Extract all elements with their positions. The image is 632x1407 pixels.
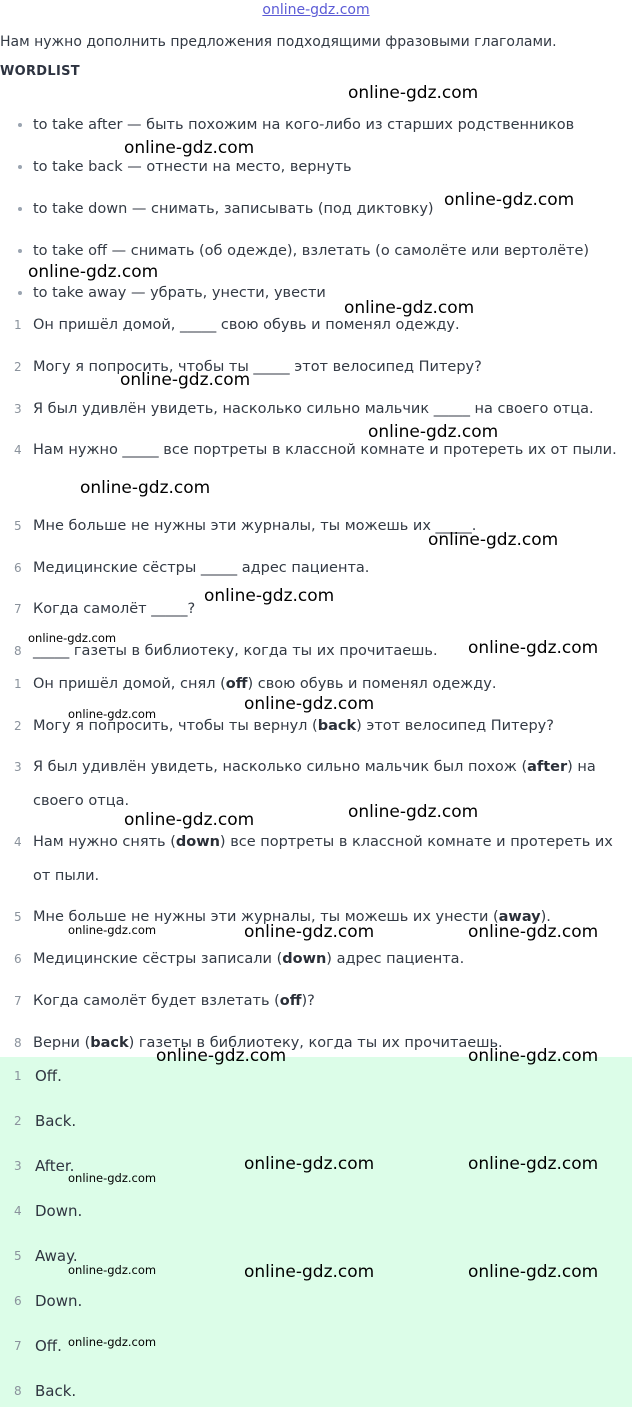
exercise-text: Мне больше не нужны эти журналы, ты можешь их _____. xyxy=(33,518,477,534)
exercise-text: Когда самолёт _____? xyxy=(33,601,196,617)
answer-text: After. xyxy=(35,1157,75,1175)
watermark: online-gdz.com xyxy=(68,1335,157,1349)
solution-text-after: ). xyxy=(540,909,551,925)
watermark: online-gdz.com xyxy=(468,1046,599,1066)
watermark: online-gdz.com xyxy=(244,922,375,942)
exercise-text: Могу я попросить, чтобы ты _____ этот велосипед Питеру? xyxy=(33,359,482,375)
watermark: online-gdz.com xyxy=(344,298,475,318)
wordlist-title: WORDLIST xyxy=(0,64,80,79)
watermark: online-gdz.com xyxy=(124,138,255,158)
answer-word: off xyxy=(279,993,302,1009)
solution-text-after: ) газеты в библиотеку, когда ты их прочитаешь. xyxy=(128,1035,503,1051)
watermark: online-gdz.com xyxy=(156,1046,287,1066)
item-number: 6 xyxy=(14,561,22,575)
item-number: 8 xyxy=(14,1384,22,1398)
bullet-icon xyxy=(18,291,22,295)
solution-text-after: ) на своего отца. xyxy=(33,759,596,809)
answer-word: back xyxy=(90,1035,129,1051)
exercise-text: Я был удивлён увидеть, насколько сильно мальчик _____ на своего отца. xyxy=(33,401,594,417)
watermark: online-gdz.com xyxy=(428,530,559,550)
solution-text-after: ) все портреты в классной комнате и протереть их от пыли. xyxy=(33,834,613,884)
bullet-icon xyxy=(18,207,22,211)
answer-text: Back. xyxy=(35,1112,77,1130)
bullet-icon xyxy=(18,123,22,127)
watermark: online-gdz.com xyxy=(348,83,479,103)
answer-text: Away. xyxy=(35,1247,78,1265)
watermark: online-gdz.com xyxy=(244,1262,375,1282)
answer-word: back xyxy=(317,718,357,734)
answer-text: Down. xyxy=(35,1292,83,1310)
answers-panel xyxy=(0,1057,632,1407)
solution-text-after: )? xyxy=(301,993,315,1009)
item-number: 4 xyxy=(14,443,22,457)
answer-word: away xyxy=(498,909,541,925)
solution-text xyxy=(33,984,630,1018)
solution-text xyxy=(33,942,630,976)
watermark: online-gdz.com xyxy=(468,922,599,942)
task-intro: Нам нужно дополнить предложения подходящими фразовыми глаголами. xyxy=(0,34,557,50)
watermark: online-gdz.com xyxy=(68,923,157,937)
watermark: online-gdz.com xyxy=(468,638,599,658)
watermark: online-gdz.com xyxy=(348,802,479,822)
item-number: 3 xyxy=(14,760,22,774)
answer-word: after xyxy=(527,759,568,775)
answer-word: down xyxy=(282,951,327,967)
solution-text-before: Когда самолёт будет взлетать ( xyxy=(33,993,280,1009)
item-number: 2 xyxy=(14,1114,22,1128)
wordlist-item-text: to take away — убрать, унести, увести xyxy=(33,285,326,301)
watermark: online-gdz.com xyxy=(68,1171,157,1185)
answer-word: down xyxy=(175,834,220,850)
wordlist-item-text: to take off — снимать (об одежде), взлетать (о самолёте или вертолёте) xyxy=(33,243,590,259)
answer-text: Off. xyxy=(35,1337,62,1355)
watermark: online-gdz.com xyxy=(120,370,251,390)
watermark: online-gdz.com xyxy=(444,190,575,210)
bullet-icon xyxy=(18,165,22,169)
watermark: online-gdz.com xyxy=(124,810,255,830)
wordlist-item-text: to take down — снимать, записывать (под диктовку) xyxy=(33,201,434,217)
item-number: 8 xyxy=(14,644,22,658)
watermark: online-gdz.com xyxy=(468,1262,599,1282)
solution-text-after: ) адрес пациента. xyxy=(326,951,465,967)
solution-text xyxy=(33,825,630,893)
item-number: 4 xyxy=(14,835,22,849)
watermark: online-gdz.com xyxy=(28,262,159,282)
item-number: 7 xyxy=(14,994,22,1008)
item-number: 1 xyxy=(14,1069,22,1083)
item-number: 8 xyxy=(14,1036,22,1050)
watermark: online-gdz.com xyxy=(68,1263,157,1277)
solution-text-before: Медицинские сёстры записали ( xyxy=(33,951,283,967)
exercise-text: Медицинские сёстры _____ адрес пациента. xyxy=(33,560,370,576)
solution-text-before: Мне больше не нужны эти журналы, ты можешь их унести ( xyxy=(33,909,499,925)
item-number: 3 xyxy=(14,1159,22,1173)
exercise-text: Нам нужно _____ все портреты в классной комнате и протереть их от пыли. xyxy=(33,442,617,458)
exercise-text: Он пришёл домой, _____ свою обувь и поменял одежду. xyxy=(33,317,460,333)
item-number: 2 xyxy=(14,719,22,733)
item-number: 6 xyxy=(14,952,22,966)
solution-text-before: Могу я попросить, чтобы ты вернул ( xyxy=(33,718,318,734)
item-number: 4 xyxy=(14,1204,22,1218)
answer-text: Off. xyxy=(35,1067,62,1085)
wordlist-item-text: to take back — отнести на место, вернуть xyxy=(33,159,352,175)
solution-text xyxy=(33,750,630,818)
item-number: 6 xyxy=(14,1294,22,1308)
item-number: 5 xyxy=(14,519,22,533)
site-link[interactable]: online-gdz.com xyxy=(262,2,370,18)
solution-text-after: ) свою обувь и поменял одежду. xyxy=(247,676,497,692)
bullet-icon xyxy=(18,249,22,253)
item-number: 3 xyxy=(14,402,22,416)
solution-text-before: Верни ( xyxy=(33,1035,91,1051)
item-number: 1 xyxy=(14,318,22,332)
watermark: online-gdz.com xyxy=(244,1154,375,1174)
answer-text: Back. xyxy=(35,1382,77,1400)
item-number: 2 xyxy=(14,360,22,374)
solution-text-before: Нам нужно снять ( xyxy=(33,834,176,850)
item-number: 7 xyxy=(14,602,22,616)
item-number: 7 xyxy=(14,1339,22,1353)
answer-word: off xyxy=(225,676,248,692)
watermark: online-gdz.com xyxy=(204,586,335,606)
watermark: online-gdz.com xyxy=(28,631,117,645)
item-number: 5 xyxy=(14,1249,22,1263)
exercise-text: _____ газеты в библиотеку, когда ты их прочитаешь. xyxy=(33,643,438,659)
watermark: online-gdz.com xyxy=(468,1154,599,1174)
item-number: 1 xyxy=(14,677,22,691)
solution-text-after: ) этот велосипед Питеру? xyxy=(356,718,554,734)
watermark: online-gdz.com xyxy=(244,694,375,714)
wordlist-item-text: to take after — быть похожим на кого-либо из старших родственников xyxy=(33,117,575,133)
solution-text-before: Он пришёл домой, снял ( xyxy=(33,676,226,692)
watermark: online-gdz.com xyxy=(68,707,157,721)
watermark: online-gdz.com xyxy=(368,422,499,442)
solution-text-before: Я был удивлён увидеть, насколько сильно мальчик был похож ( xyxy=(33,759,528,775)
watermark: online-gdz.com xyxy=(80,478,211,498)
answer-text: Down. xyxy=(35,1202,83,1220)
item-number: 5 xyxy=(14,910,22,924)
